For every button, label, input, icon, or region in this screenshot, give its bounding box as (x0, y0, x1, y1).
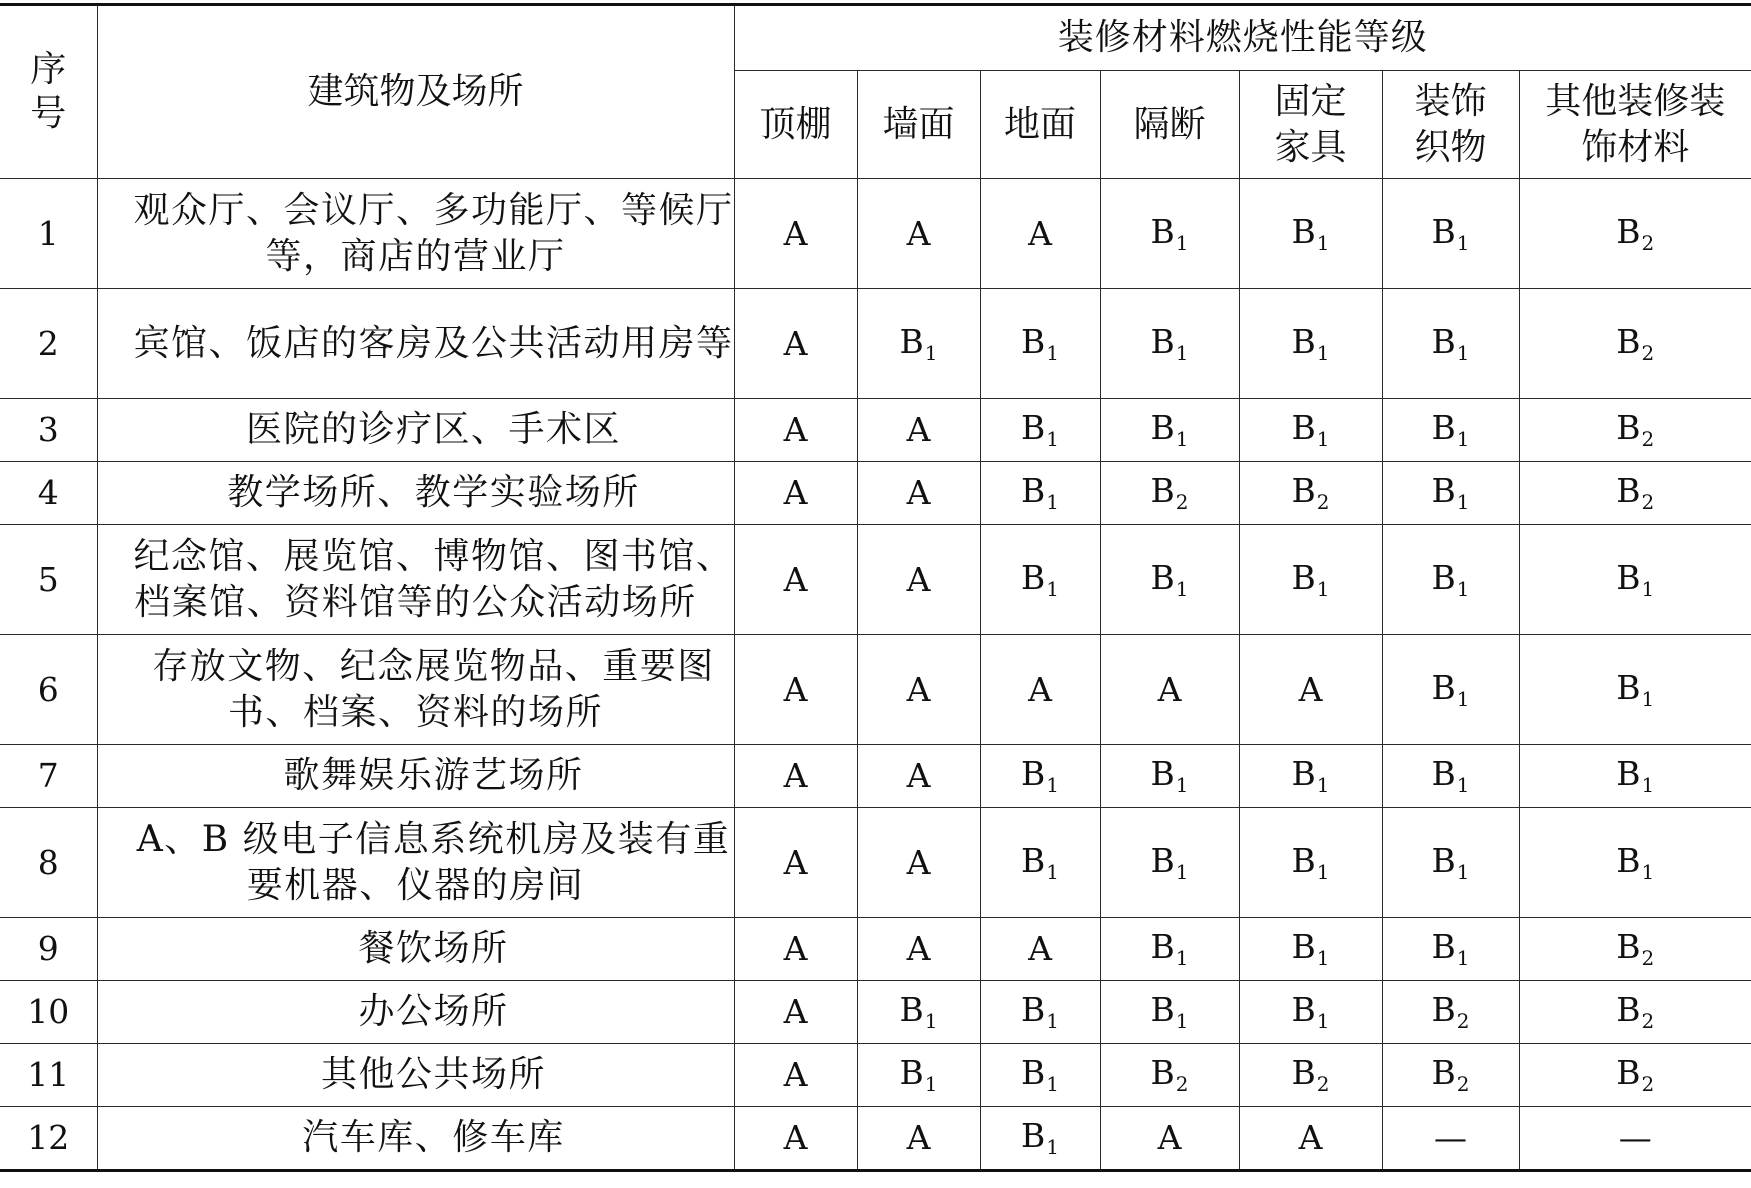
grade-subscript: 2 (1641, 230, 1655, 255)
grade-letter: B (1291, 990, 1316, 1029)
grade-cell: A (734, 1107, 857, 1171)
grade-cell: A (734, 981, 857, 1044)
row-place-name: A、B 级电子信息系统机房及装有重要机器、仪器的房间 (97, 808, 734, 918)
header-partition (1100, 71, 1239, 179)
grade-cell (1519, 289, 1751, 399)
grade-cell: A (857, 1107, 980, 1171)
grade-subscript: 1 (1641, 773, 1655, 797)
grade-cell (1100, 1044, 1239, 1107)
grade-cell (1239, 981, 1382, 1044)
grade-subscript: 1 (1316, 576, 1330, 601)
row-serial-number: 5 (0, 525, 97, 635)
grade-subscript: 1 (1456, 686, 1470, 711)
grade-subscript: 2 (1316, 1072, 1330, 1096)
grade-cell (1519, 462, 1751, 525)
grade-cell (980, 462, 1100, 525)
grade-letter: B (1291, 1053, 1316, 1092)
grade-cell: A (734, 918, 857, 981)
grade-letter: B (1150, 471, 1175, 510)
grade-cell (1100, 179, 1239, 289)
row-serial-number: 2 (0, 289, 97, 399)
grade-subscript: 1 (1175, 576, 1189, 601)
grade-subscript: 1 (1175, 773, 1189, 797)
grade-cell (1239, 745, 1382, 808)
header-wall (857, 71, 980, 179)
grade-cell (1519, 399, 1751, 462)
header-wall-text: 墙面 (882, 103, 955, 145)
grade-subscript: 1 (1316, 1009, 1330, 1033)
grade-letter: B (1150, 1053, 1175, 1092)
grade-subscript: 1 (1175, 340, 1189, 365)
grade-letter: B (1431, 1053, 1456, 1092)
grade-letter: B (1021, 408, 1046, 447)
header-decorative-fabric (1382, 71, 1519, 179)
grade-subscript: 1 (1046, 340, 1059, 365)
grade-letter: B (1150, 927, 1175, 966)
grade-subscript: 1 (1175, 230, 1189, 255)
grade-letter: B (1291, 927, 1316, 966)
grade-cell (1100, 399, 1239, 462)
grade-cell (1382, 179, 1519, 289)
grade-cell (1382, 918, 1519, 981)
grade-letter: B (1431, 211, 1456, 251)
grade-subscript: 1 (1316, 427, 1330, 451)
grade-cell: A (734, 179, 857, 289)
grade-cell: A (857, 635, 980, 745)
grade-cell: A (734, 525, 857, 635)
grade-letter: B (899, 1053, 924, 1092)
grade-letter: B (1150, 754, 1175, 793)
grade-subscript: 1 (1046, 773, 1059, 797)
grade-cell (980, 289, 1100, 399)
grade-subscript: 1 (1316, 859, 1330, 884)
grade-letter: B (1150, 840, 1175, 880)
grade-cell (1382, 981, 1519, 1044)
grade-subscript: 1 (1456, 859, 1470, 884)
header-combustion-grade-group: 装修材料燃烧性能等级 (734, 5, 1751, 71)
table-row (0, 918, 1751, 981)
grade-cell: A (1100, 1107, 1239, 1171)
grade-cell (1382, 745, 1519, 808)
grade-subscript: 1 (1456, 427, 1470, 451)
header-floor (980, 71, 1100, 179)
grade-letter: B (1150, 408, 1175, 447)
row-place-name: 存放文物、纪念展览物品、重要图书、档案、资料的场所 (97, 635, 734, 745)
grade-cell (980, 808, 1100, 918)
grade-cell (1382, 462, 1519, 525)
grade-subscript: 2 (1316, 490, 1330, 514)
row-serial-number: 9 (0, 918, 97, 981)
grade-cell (1239, 462, 1382, 525)
grade-subscript: 1 (1316, 340, 1330, 365)
grade-cell (1100, 918, 1239, 981)
grade-letter: B (1616, 211, 1641, 251)
grade-cell (1100, 289, 1239, 399)
row-place-name: 医院的诊疗区、手术区 (97, 399, 734, 462)
grade-subscript: 2 (1641, 1072, 1655, 1096)
header-floor-text: 地面 (1003, 103, 1076, 145)
header-decorative-fabric-text: 装饰 织物 (1414, 80, 1487, 168)
grade-cell (1519, 1044, 1751, 1107)
row-place-name: 餐饮场所 (97, 918, 734, 981)
row-serial-number: 12 (0, 1107, 97, 1171)
grade-cell (1100, 808, 1239, 918)
grade-letter: B (1616, 471, 1641, 510)
grade-subscript: 2 (1641, 490, 1655, 514)
grade-subscript: 1 (1175, 946, 1189, 970)
grade-cell: A (980, 179, 1100, 289)
grade-cell (980, 745, 1100, 808)
table-header (0, 5, 1751, 179)
header-fixed-furniture (1239, 71, 1382, 179)
grade-letter: B (1291, 840, 1316, 880)
grade-subscript: 1 (1316, 946, 1330, 970)
header-row-group (0, 5, 1751, 71)
header-ceiling (734, 71, 857, 179)
grade-subscript: 1 (1641, 859, 1655, 884)
grade-subscript: 1 (1456, 576, 1470, 601)
grade-subscript: 1 (1456, 230, 1470, 255)
row-serial-number: 8 (0, 808, 97, 918)
grade-cell: A (980, 635, 1100, 745)
grade-subscript: 2 (1456, 1009, 1470, 1033)
row-place-name: 办公场所 (97, 981, 734, 1044)
grade-subscript: 1 (1046, 1009, 1059, 1033)
grade-letter: B (1616, 408, 1641, 447)
header-serial-number (0, 5, 97, 179)
header-partition-text: 隔断 (1133, 103, 1206, 145)
grade-cell: A (857, 525, 980, 635)
table-row (0, 525, 1751, 635)
grade-cell (1100, 525, 1239, 635)
grade-letter: B (1616, 1053, 1641, 1092)
grade-letter: B (1291, 211, 1316, 251)
row-place-name: 歌舞娱乐游艺场所 (97, 745, 734, 808)
grade-subscript: 2 (1456, 1072, 1470, 1096)
grade-subscript: 1 (1316, 773, 1330, 797)
grade-cell: A (857, 745, 980, 808)
grade-cell: A (1100, 635, 1239, 745)
grade-subscript: 1 (1046, 859, 1059, 884)
grade-letter: B (1431, 990, 1456, 1029)
table-row (0, 462, 1751, 525)
grade-cell (1100, 462, 1239, 525)
grade-letter: B (1150, 321, 1175, 361)
grade-subscript: 1 (924, 340, 938, 365)
grade-letter: B (1291, 471, 1316, 510)
grade-subscript: 1 (1046, 490, 1059, 514)
grade-subscript: 2 (1641, 340, 1655, 365)
grade-letter: B (1431, 667, 1456, 707)
grade-cell: A (734, 462, 857, 525)
header-serial-number-text: 序 号 (30, 49, 67, 134)
grade-letter: B (1291, 557, 1316, 597)
grade-cell (1519, 981, 1751, 1044)
grade-cell (1239, 399, 1382, 462)
grade-letter: B (1150, 211, 1175, 251)
grade-cell: A (734, 808, 857, 918)
row-serial-number: 3 (0, 399, 97, 462)
grade-cell (857, 1044, 980, 1107)
grade-letter: B (1021, 557, 1046, 597)
grade-letter: B (1021, 1053, 1046, 1092)
grade-subscript: 1 (1456, 340, 1470, 365)
grade-cell (1382, 399, 1519, 462)
grade-subscript: 1 (1175, 1009, 1189, 1033)
grade-cell (980, 525, 1100, 635)
grade-cell: A (1239, 635, 1382, 745)
row-place-name: 宾馆、饭店的客房及公共活动用房等 (97, 289, 734, 399)
grade-letter: B (1431, 840, 1456, 880)
grade-cell (1239, 179, 1382, 289)
grade-cell (1382, 289, 1519, 399)
grade-cell: A (734, 635, 857, 745)
grade-letter: B (899, 321, 924, 361)
grade-cell (1239, 289, 1382, 399)
grade-letter: B (1021, 840, 1046, 880)
grade-cell: A (857, 808, 980, 918)
grade-subscript: 1 (1456, 946, 1470, 970)
table-row (0, 1107, 1751, 1171)
grade-subscript: 1 (1641, 576, 1655, 601)
row-serial-number: 1 (0, 179, 97, 289)
grade-cell (1239, 525, 1382, 635)
grade-letter: B (1431, 754, 1456, 793)
grade-subscript: 2 (1641, 1009, 1655, 1033)
table-row (0, 981, 1751, 1044)
grade-cell (980, 399, 1100, 462)
header-other-materials-text: 其他装修装 饰材料 (1545, 80, 1726, 168)
grade-letter: B (1150, 557, 1175, 597)
grade-letter: B (1616, 321, 1641, 361)
grade-letter: B (1431, 927, 1456, 966)
grade-letter: B (1021, 1116, 1046, 1155)
grade-cell: A (1239, 1107, 1382, 1171)
header-fixed-furniture-text: 固定 家具 (1274, 80, 1347, 168)
row-serial-number: 11 (0, 1044, 97, 1107)
grade-cell (1519, 635, 1751, 745)
grade-subscript: 1 (1046, 427, 1059, 451)
header-building-and-place: 建筑物及场所 (97, 5, 734, 179)
grade-letter: B (1150, 990, 1175, 1029)
grade-cell (1382, 635, 1519, 745)
grade-cell (1519, 745, 1751, 808)
grade-subscript: 2 (1175, 1072, 1189, 1096)
grade-subscript: 1 (1316, 230, 1330, 255)
grade-letter: B (1616, 840, 1641, 880)
row-serial-number: 10 (0, 981, 97, 1044)
grade-letter: B (1291, 321, 1316, 361)
grade-cell (1519, 179, 1751, 289)
grade-letter: B (1431, 321, 1456, 361)
grade-letter: B (1616, 990, 1641, 1029)
grade-letter: B (1291, 754, 1316, 793)
grade-letter: B (1021, 471, 1046, 510)
row-place-name: 教学场所、教学实验场所 (97, 462, 734, 525)
grade-cell: A (857, 179, 980, 289)
row-serial-number: 4 (0, 462, 97, 525)
table-row (0, 1044, 1751, 1107)
table-row (0, 745, 1751, 808)
grade-cell (980, 981, 1100, 1044)
grade-letter: B (1616, 557, 1641, 597)
grade-letter: B (1431, 471, 1456, 510)
grade-letter: B (1021, 754, 1046, 793)
table-row (0, 179, 1751, 289)
grade-cell (1100, 981, 1239, 1044)
grade-subscript: 2 (1641, 946, 1655, 970)
grade-cell: A (980, 918, 1100, 981)
grade-cell: A (857, 462, 980, 525)
grade-cell: — (1519, 1107, 1751, 1171)
grade-cell (980, 1044, 1100, 1107)
grade-cell (1100, 745, 1239, 808)
grade-letter: B (1291, 408, 1316, 447)
grade-letter: B (899, 990, 924, 1029)
grade-cell: A (857, 399, 980, 462)
row-place-name: 汽车库、修车库 (97, 1107, 734, 1171)
grade-cell (1519, 918, 1751, 981)
grade-cell: A (734, 1044, 857, 1107)
grade-cell (1239, 1044, 1382, 1107)
table-row (0, 635, 1751, 745)
grade-subscript: 1 (1046, 1072, 1059, 1096)
table-row (0, 399, 1751, 462)
header-other-materials (1519, 71, 1751, 179)
grade-letter: B (1616, 667, 1641, 707)
grade-cell: A (734, 289, 857, 399)
grade-letter: B (1021, 321, 1046, 361)
grade-subscript: 1 (1641, 686, 1655, 711)
grade-letter: B (1616, 754, 1641, 793)
grade-letter: B (1431, 408, 1456, 447)
grade-subscript: 1 (1175, 427, 1189, 451)
grade-subscript: 1 (924, 1072, 938, 1096)
grade-cell (1239, 808, 1382, 918)
grade-cell: A (734, 399, 857, 462)
grade-letter: B (1616, 927, 1641, 966)
grade-cell (1382, 808, 1519, 918)
row-place-name: 纪念馆、展览馆、博物馆、图书馆、档案馆、资料馆等的公众活动场所 (97, 525, 734, 635)
row-place-name: 观众厅、会议厅、多功能厅、等候厅等，商店的营业厅 (97, 179, 734, 289)
grade-cell (980, 1107, 1100, 1171)
grade-cell (857, 981, 980, 1044)
grade-cell: — (1382, 1107, 1519, 1171)
grade-cell (1382, 525, 1519, 635)
grade-cell: A (857, 918, 980, 981)
grade-subscript: 1 (1046, 1135, 1059, 1159)
grade-subscript: 1 (1175, 859, 1189, 884)
row-serial-number: 7 (0, 745, 97, 808)
grade-subscript: 1 (1046, 576, 1059, 601)
grade-letter: B (1431, 557, 1456, 597)
grade-cell (1239, 918, 1382, 981)
grade-subscript: 1 (1456, 773, 1470, 797)
grade-cell (857, 289, 980, 399)
grade-cell: A (734, 745, 857, 808)
grade-subscript: 1 (1456, 490, 1470, 514)
fire-rating-table (0, 3, 1751, 1172)
grade-subscript: 2 (1641, 427, 1655, 451)
table-body (0, 179, 1751, 1171)
table-row (0, 289, 1751, 399)
grade-cell (1519, 525, 1751, 635)
grade-letter: B (1021, 990, 1046, 1029)
row-place-name: 其他公共场所 (97, 1044, 734, 1107)
row-serial-number: 6 (0, 635, 97, 745)
grade-cell (1519, 808, 1751, 918)
header-ceiling-text: 顶棚 (759, 103, 832, 145)
grade-subscript: 2 (1175, 490, 1189, 514)
table-row (0, 808, 1751, 918)
grade-cell (1382, 1044, 1519, 1107)
grade-subscript: 1 (924, 1009, 938, 1033)
